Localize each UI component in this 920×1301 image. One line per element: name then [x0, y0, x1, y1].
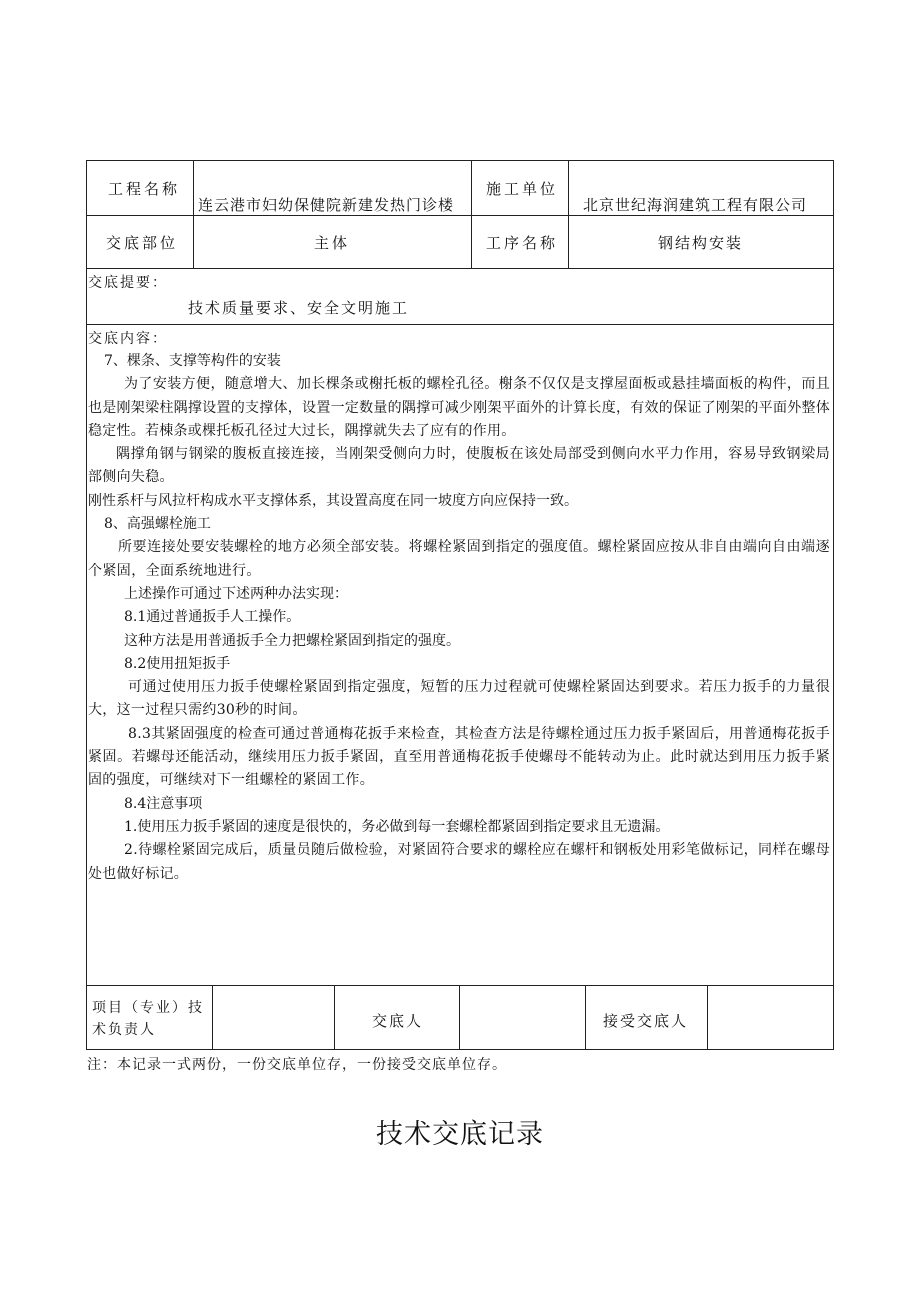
content-paragraph: 8.2使用扭矩扳手 — [124, 655, 231, 672]
col-divider — [193, 160, 194, 268]
tech-lead-signature-field[interactable] — [213, 986, 334, 1049]
footnote: 注：本记录一式两份，一份交底单位存，一份接受交底单位存。 — [87, 1057, 507, 1073]
part-label: 交底部位 — [106, 234, 179, 252]
content-paragraph: 隅撑角钢与钢梁的腹板直接连接，当刚架受侧向力时，使腹板在该处局部受到侧向水平力作用，容易导致钢梁局部侧向失稳。 — [88, 446, 830, 486]
briefer-signature-field[interactable] — [460, 986, 585, 1049]
briefer-label: 交底人 — [372, 1012, 424, 1030]
col-divider — [585, 985, 586, 1050]
content-paragraph: 8.3其紧固强度的检查可通过普通梅花扳手来检查，其检查方法是待螺栓通过压力扳手紧固后，用普通梅花扳手紧固。若螺母还能活动，继续用压力扳手紧固，直至用普通梅花扳手使螺母不能转动为止。此时就达到用压力扳手紧固的强度，可继续对下一组螺栓的紧固工作。 — [88, 725, 830, 789]
content-paragraph: 所要连接处要安装螺栓的地方必须全部安装。将螺栓紧固到指定的强度值。螺栓紧固应按从非自由端向自由端逐个紧固，全面系统地进行。 — [88, 539, 830, 579]
summary-value: 技术质量要求、安全文明施工 — [188, 299, 410, 317]
content-paragraph: 刚性系杆与风拉杆构成水平支撑体系，其设置高度在同一坡度方向应保持一致。 — [88, 492, 578, 509]
tech-lead-label — [92, 997, 204, 1041]
section-heading: 8.4注意事项 — [124, 795, 203, 812]
content-paragraph: 这种方法是用普通扳手全力把螺栓紧固到指定的强度。 — [124, 632, 460, 649]
process-value: 钢结构安装 — [658, 234, 744, 252]
section-heading: 7、棵条、支撑等构件的安装 — [104, 353, 281, 369]
tech-lead-label-line2: 术负责人 — [92, 1022, 156, 1038]
content-paragraph: 2.待螺栓紧固完成后，质量员随后做检验，对紧固符合要求的螺栓应在螺杆和钢板处用彩笔做标记，同样在螺母处也做好标记。 — [88, 842, 830, 882]
content-paragraph: 为了安装方便，随意增大、加长棵条或榭托板的螺栓孔径。榭条不仅仅是支撑屋面板或悬挂墙面板的构件，而且也是刚架梁柱隅撑设置的支撑体，设置一定数量的隅撑可减少刚架平面外的计算长度，有效的保证了刚架的平面外整体稳定性。若棟条或棵托板孔径过大过长，隅撑就失去了应有的作用。 — [88, 376, 830, 439]
contractor-label: 施工单位 — [486, 180, 559, 198]
content-body — [88, 350, 830, 886]
document-title: 技术交底记录 — [376, 1119, 544, 1150]
process-label: 工序名称 — [486, 234, 559, 252]
contractor-value: 北京世纪海润建筑工程有限公司 — [583, 196, 808, 214]
row-divider — [86, 215, 834, 216]
section-heading: 8、高强螺栓施工 — [104, 516, 211, 533]
content-paragraph: 8.1通过普通扳手人工操作。 — [124, 609, 301, 626]
row-divider — [86, 268, 834, 269]
col-divider — [334, 985, 335, 1050]
col-divider — [568, 160, 569, 268]
receiver-label: 接受交底人 — [603, 1012, 689, 1030]
project-name-label: 工程名称 — [108, 180, 181, 198]
content-paragraph: 上述操作可通过下述两种办法实现： — [124, 585, 348, 602]
row-divider — [86, 324, 834, 325]
receiver-signature-field[interactable] — [708, 986, 833, 1049]
content-paragraph: 可通过使用压力扳手使螺栓紧固到指定强度，短暂的压力过程就可使螺栓紧固达到要求。若压力扳手的力量很大，这一过程只需约30秒的时间。 — [88, 679, 830, 719]
tech-lead-label-line1: 项目（专业）技 — [92, 1000, 204, 1016]
content-paragraph: 1.使用压力扳手紧固的速度是很快的，务必做到每一套螺栓都紧固到指定要求且无遗漏。 — [124, 818, 670, 835]
summary-label: 交底提要： — [88, 275, 168, 291]
col-divider — [471, 160, 472, 268]
part-value: 主体 — [314, 234, 351, 252]
content-label: 交底内容： — [88, 331, 168, 347]
project-name-value: 连云港市妇幼保健院新建发热门诊楼 — [198, 196, 455, 214]
